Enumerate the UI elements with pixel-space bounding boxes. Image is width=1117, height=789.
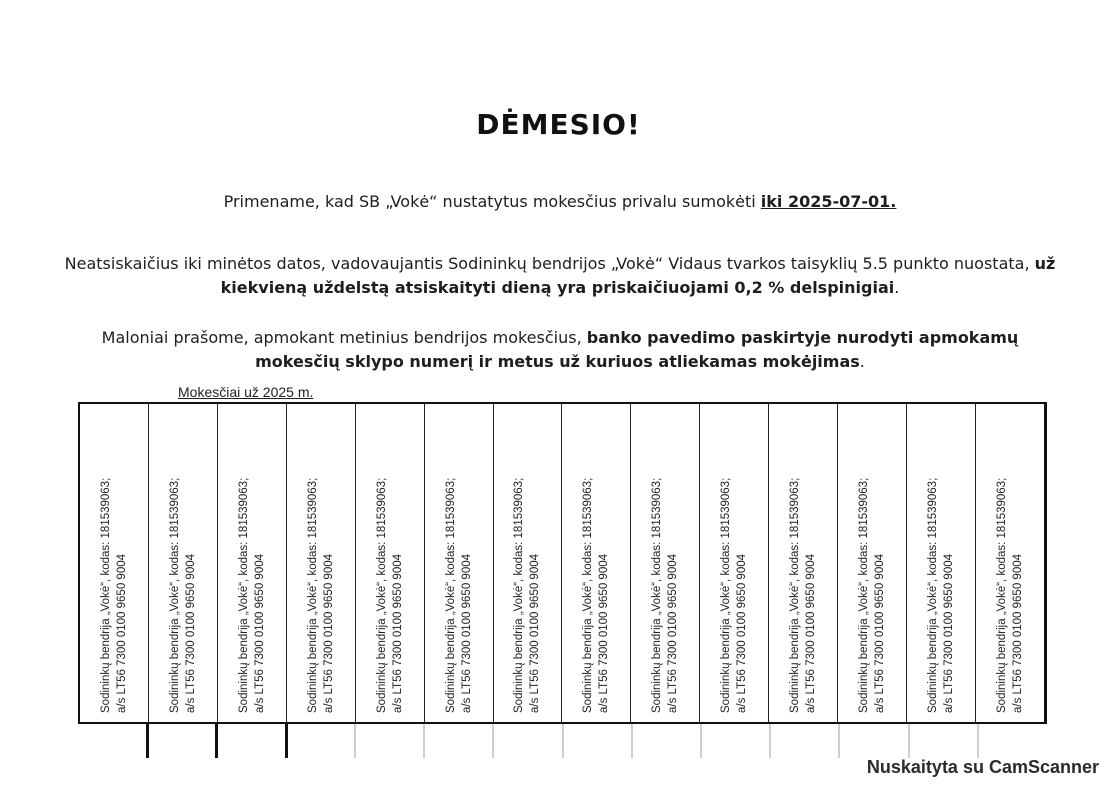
- strip-recipient: Sodininkų bendrija „Vokė“, kodas: 181539063;: [168, 477, 181, 713]
- cut-line: [146, 724, 149, 758]
- cut-line: [492, 724, 494, 758]
- strip-account: a/s LT56 7300 0100 9650 9004: [1011, 553, 1024, 713]
- strip-text: [925, 413, 957, 713]
- strip-account: a/s LT56 7300 0100 9650 9004: [529, 553, 542, 713]
- strip-recipient: Sodininkų bendrija „Vokė“, kodas: 181539063;: [651, 477, 664, 713]
- tear-off-strip[interactable]: [218, 404, 287, 722]
- strip-account: a/s LT56 7300 0100 9650 9004: [391, 553, 404, 713]
- tear-off-strip[interactable]: [149, 404, 218, 722]
- strip-recipient: Sodininkų bendrija „Vokė“, kodas: 181539063;: [306, 477, 319, 713]
- tear-off-strip[interactable]: [425, 404, 494, 722]
- cut-line: [700, 724, 702, 758]
- strip-text: [856, 413, 888, 713]
- deadline-date: iki 2025-07-01.: [760, 192, 897, 211]
- strip-account: a/s LT56 7300 0100 9650 9004: [184, 553, 197, 713]
- strip-account: a/s LT56 7300 0100 9650 9004: [943, 553, 956, 713]
- strip-account: a/s LT56 7300 0100 9650 9004: [667, 553, 680, 713]
- strip-account: a/s LT56 7300 0100 9650 9004: [874, 553, 887, 713]
- payment-bold: banko pavedimo paskirtyje nurodyti apmokamų mokesčių sklypo numerį ir metus už kuriuos atliekamas mokėjimas: [255, 328, 1019, 371]
- strip-recipient: Sodininkų bendrija „Vokė“, kodas: 181539063;: [237, 477, 250, 713]
- tear-off-strip[interactable]: [287, 404, 356, 722]
- cut-line: [769, 724, 771, 758]
- strips-caption: Mokesčiai už 2025 m.: [178, 384, 314, 400]
- cut-line: [215, 724, 218, 758]
- strip-recipient: Sodininkų bendrija „Vokė“, kodas: 181539063;: [720, 477, 733, 713]
- cut-line: [562, 724, 564, 758]
- strip-recipient: Sodininkų bendrija „Vokė“, kodas: 181539063;: [858, 477, 871, 713]
- tear-off-strip[interactable]: [907, 404, 976, 722]
- strip-recipient: Sodininkų bendrija „Vokė“, kodas: 181539063;: [995, 477, 1008, 713]
- tear-off-strip[interactable]: [494, 404, 563, 722]
- cut-line: [285, 724, 288, 758]
- penalty-end: .: [894, 278, 900, 297]
- tear-off-strip[interactable]: [356, 404, 425, 722]
- strip-recipient: Sodininkų bendrija „Vokė“, kodas: 181539063;: [375, 477, 388, 713]
- penalty-paragraph: [60, 252, 1060, 300]
- cut-line: [631, 724, 633, 758]
- strip-account: a/s LT56 7300 0100 9650 9004: [805, 553, 818, 713]
- strip-account: a/s LT56 7300 0100 9650 9004: [460, 553, 473, 713]
- strip-recipient: Sodininkų bendrija „Vokė“, kodas: 181539063;: [789, 477, 802, 713]
- reminder-paragraph: [60, 190, 1060, 214]
- payment-end: .: [859, 352, 865, 371]
- cut-line: [908, 724, 910, 758]
- payment-instructions-paragraph: [60, 326, 1060, 374]
- payment-text: Maloniai prašome, apmokant metinius bendrijos mokesčius,: [101, 328, 587, 347]
- strip-recipient: Sodininkų bendrija „Vokė“, kodas: 181539063;: [444, 477, 457, 713]
- strip-text: [718, 413, 750, 713]
- strip-text: [167, 413, 199, 713]
- scanner-watermark: Nuskaityta su CamScanner: [866, 757, 1099, 777]
- cut-line: [838, 724, 840, 758]
- strip-account: a/s LT56 7300 0100 9650 9004: [322, 553, 335, 713]
- tear-off-strip[interactable]: [976, 404, 1044, 722]
- strip-text: [374, 413, 406, 713]
- tear-off-strip[interactable]: [700, 404, 769, 722]
- strip-text: [994, 413, 1026, 713]
- page-title: DĖMESIO!: [476, 108, 641, 141]
- strip-text: [649, 413, 681, 713]
- strip-account: a/s LT56 7300 0100 9650 9004: [253, 553, 266, 713]
- cut-line: [977, 724, 979, 758]
- strip-recipient: Sodininkų bendrija „Vokė“, kodas: 181539063;: [927, 477, 940, 713]
- reminder-text: Primename, kad SB „Vokė“ nustatytus mokesčius privalu sumokėti: [223, 192, 761, 211]
- strip-account: a/s LT56 7300 0100 9650 9004: [598, 553, 611, 713]
- strip-text: [305, 413, 337, 713]
- strip-text: [236, 413, 268, 713]
- strip-recipient: Sodininkų bendrija „Vokė“, kodas: 181539063;: [582, 477, 595, 713]
- strip-text: [787, 413, 819, 713]
- cut-line: [354, 724, 356, 758]
- strip-recipient: Sodininkų bendrija „Vokė“, kodas: 181539063;: [99, 477, 112, 713]
- tear-off-strip[interactable]: [562, 404, 631, 722]
- cut-line: [423, 724, 425, 758]
- strip-text: [443, 413, 475, 713]
- penalty-text: Neatsiskaičius iki minėtos datos, vadovaujantis Sodininkų bendrijos „Vokė“ Vidaus tvarkos taisyklių 5.5 punkto nuostata,: [64, 254, 1035, 273]
- strip-account: a/s LT56 7300 0100 9650 9004: [115, 553, 128, 713]
- strip-text: [98, 413, 130, 713]
- strip-text: [511, 413, 543, 713]
- tear-off-strip[interactable]: [838, 404, 907, 722]
- tear-off-strips: [78, 402, 1047, 724]
- strip-text: [580, 413, 612, 713]
- strip-recipient: Sodininkų bendrija „Vokė“, kodas: 181539063;: [513, 477, 526, 713]
- tear-off-strip[interactable]: [769, 404, 838, 722]
- tear-off-strip[interactable]: [80, 404, 149, 722]
- strip-account: a/s LT56 7300 0100 9650 9004: [736, 553, 749, 713]
- penalty-bold: už kiekvieną uždelstą atsiskaityti dieną yra priskaičiuojami 0,2 % delspinigiai: [220, 254, 1056, 297]
- tear-off-strip[interactable]: [631, 404, 700, 722]
